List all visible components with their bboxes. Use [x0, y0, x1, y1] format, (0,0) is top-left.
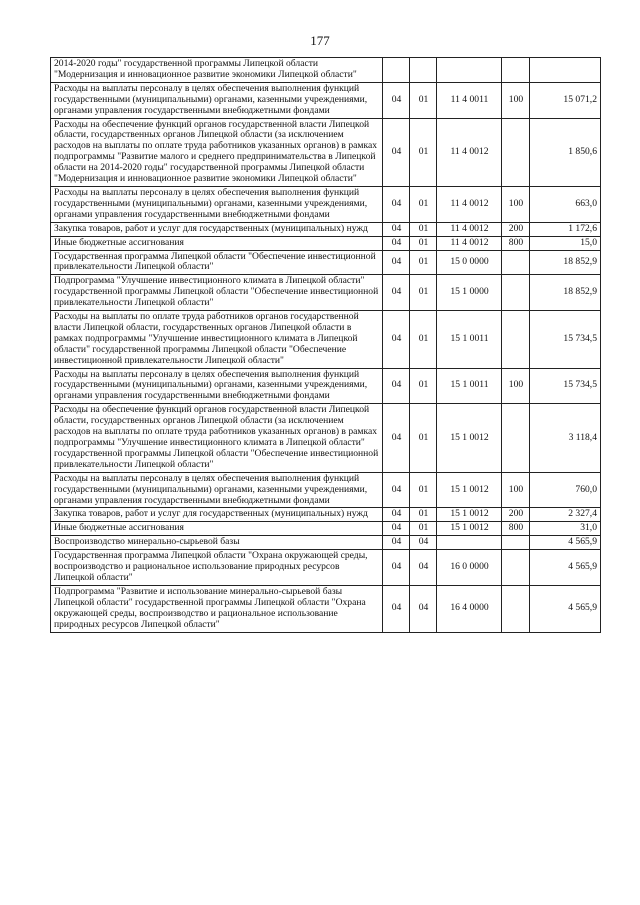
table-row: [51, 404, 601, 472]
row-name-cell: Расходы на выплаты персоналу в целях обеспечения выполнения функций государственными (муниципальными) органами, казенными учреждениями, органами управления государственными внебюджетными фондами: [51, 82, 383, 118]
table-row: [51, 275, 601, 311]
section-code-cell: 04: [383, 82, 410, 118]
target-article-code-cell: 11 4 0012: [437, 118, 502, 186]
table-row: [51, 550, 601, 586]
target-article-code-cell: [437, 536, 502, 550]
subsection-code-cell: 01: [410, 236, 437, 250]
row-name-cell: Расходы на обеспечение функций органов государственной власти Липецкой области, государственных органов Липецкой области (за исключением расходов на выплаты по оплате труда работников указанных органов) в рамках подпрограммы "Развитие малого и среднего предпринимательства в Липецкой области на 2014-2020 годы" государственной программы Липецкой области "Модернизация и инновационное развитие экономики Липецкой области": [51, 118, 383, 186]
amount-cell: 760,0: [530, 472, 601, 508]
target-article-code-cell: 11 4 0012: [437, 186, 502, 222]
table-row: [51, 58, 601, 83]
row-name-cell: 2014-2020 годы" государственной программы Липецкой области "Модернизация и инновационное развитие экономики Липецкой области": [51, 58, 383, 83]
row-name-cell: Закупка товаров, работ и услуг для государственных (муниципальных) нужд: [51, 222, 383, 236]
table-row: [51, 222, 601, 236]
row-name-cell: Подпрограмма "Улучшение инвестиционного климата в Липецкой области" государственной программы Липецкой области "Обеспечение инвестиционной привлекательности Липецкой области": [51, 275, 383, 311]
target-article-code-cell: 15 0 0000: [437, 250, 502, 275]
expense-type-code-cell: 100: [502, 472, 530, 508]
table-row: [51, 368, 601, 404]
expense-type-code-cell: 100: [502, 82, 530, 118]
section-code-cell: 04: [383, 236, 410, 250]
amount-cell: 4 565,9: [530, 585, 601, 632]
table-row: [51, 522, 601, 536]
expense-type-code-cell: 800: [502, 522, 530, 536]
amount-cell: 18 852,9: [530, 275, 601, 311]
target-article-code-cell: 11 4 0011: [437, 82, 502, 118]
section-code-cell: 04: [383, 368, 410, 404]
amount-cell: 18 852,9: [530, 250, 601, 275]
expense-type-code-cell: 100: [502, 368, 530, 404]
table-row: [51, 236, 601, 250]
row-name-cell: Иные бюджетные ассигнования: [51, 522, 383, 536]
row-name-cell: Подпрограмма "Развитие и использование минерально-сырьевой базы Липецкой области" государственной программы Липецкой области "Охрана окружающей среды, воспроизводство и рациональное использование природных ресурсов Липецкой области": [51, 585, 383, 632]
subsection-code-cell: 01: [410, 222, 437, 236]
subsection-code-cell: 01: [410, 472, 437, 508]
expense-type-code-cell: [502, 404, 530, 472]
table-row: [51, 311, 601, 369]
page-number: 177: [310, 33, 330, 48]
budget-table-body: [51, 58, 601, 633]
target-article-code-cell: [437, 58, 502, 83]
table-row: [51, 585, 601, 632]
section-code-cell: 04: [383, 222, 410, 236]
expense-type-code-cell: 200: [502, 222, 530, 236]
amount-cell: 4 565,9: [530, 550, 601, 586]
section-code-cell: 04: [383, 186, 410, 222]
row-name-cell: Расходы на обеспечение функций органов государственной власти Липецкой области, государственных органов Липецкой области (за исключением расходов на выплаты по оплате труда работников указанных органов) в рамках подпрограммы "Улучшение инвестиционного климата в Липецкой области" государственной программы Липецкой области "Обеспечение инвестиционной привлекательности Липецкой области": [51, 404, 383, 472]
row-name-cell: Закупка товаров, работ и услуг для государственных (муниципальных) нужд: [51, 508, 383, 522]
amount-cell: 663,0: [530, 186, 601, 222]
target-article-code-cell: 15 1 0012: [437, 508, 502, 522]
budget-table: [50, 57, 601, 633]
target-article-code-cell: 16 0 0000: [437, 550, 502, 586]
subsection-code-cell: 01: [410, 404, 437, 472]
row-name-cell: Расходы на выплаты персоналу в целях обеспечения выполнения функций государственными (муниципальными) органами, казенными учреждениями, органами управления государственными внебюджетными фондами: [51, 368, 383, 404]
target-article-code-cell: 15 1 0012: [437, 522, 502, 536]
target-article-code-cell: 16 4 0000: [437, 585, 502, 632]
amount-cell: 4 565,9: [530, 536, 601, 550]
section-code-cell: 04: [383, 250, 410, 275]
row-name-cell: Расходы на выплаты по оплате труда работников органов государственной власти Липецкой области, государственных органов Липецкой области в рамках подпрограммы "Улучшение инвестиционного климата в Липецкой области" государственной программы Липецкой области "Обеспечение инвестиционной привлекательности Липецкой области": [51, 311, 383, 369]
subsection-code-cell: 01: [410, 311, 437, 369]
subsection-code-cell: [410, 58, 437, 83]
expense-type-code-cell: [502, 275, 530, 311]
row-name-cell: Воспроизводство минерально-сырьевой базы: [51, 536, 383, 550]
table-row: [51, 472, 601, 508]
row-name-cell: Государственная программа Липецкой области "Обеспечение инвестиционной привлекательности Липецкой области": [51, 250, 383, 275]
expense-type-code-cell: [502, 58, 530, 83]
expense-type-code-cell: [502, 118, 530, 186]
expense-type-code-cell: [502, 536, 530, 550]
section-code-cell: [383, 58, 410, 83]
expense-type-code-cell: [502, 250, 530, 275]
amount-cell: 15,0: [530, 236, 601, 250]
target-article-code-cell: 15 1 0011: [437, 311, 502, 369]
subsection-code-cell: 01: [410, 118, 437, 186]
target-article-code-cell: 15 1 0011: [437, 368, 502, 404]
amount-cell: 3 118,4: [530, 404, 601, 472]
subsection-code-cell: 04: [410, 536, 437, 550]
section-code-cell: 04: [383, 508, 410, 522]
row-name-cell: Государственная программа Липецкой области "Охрана окружающей среды, воспроизводство и рациональное использование природных ресурсов Липецкой области": [51, 550, 383, 586]
amount-cell: 1 850,6: [530, 118, 601, 186]
subsection-code-cell: 01: [410, 508, 437, 522]
table-row: [51, 82, 601, 118]
subsection-code-cell: 04: [410, 550, 437, 586]
row-name-cell: Расходы на выплаты персоналу в целях обеспечения выполнения функций государственными (муниципальными) органами, казенными учреждениями, органами управления государственными внебюджетными фондами: [51, 186, 383, 222]
target-article-code-cell: 15 1 0012: [437, 472, 502, 508]
section-code-cell: 04: [383, 472, 410, 508]
section-code-cell: 04: [383, 404, 410, 472]
target-article-code-cell: 11 4 0012: [437, 236, 502, 250]
subsection-code-cell: 01: [410, 250, 437, 275]
target-article-code-cell: 15 1 0012: [437, 404, 502, 472]
table-row: [51, 118, 601, 186]
table-row: [51, 536, 601, 550]
amount-cell: 15 734,5: [530, 368, 601, 404]
amount-cell: 31,0: [530, 522, 601, 536]
section-code-cell: 04: [383, 275, 410, 311]
expense-type-code-cell: 200: [502, 508, 530, 522]
amount-cell: 2 327,4: [530, 508, 601, 522]
amount-cell: 15 734,5: [530, 311, 601, 369]
section-code-cell: 04: [383, 536, 410, 550]
table-row: [51, 508, 601, 522]
row-name-cell: Расходы на выплаты персоналу в целях обеспечения выполнения функций государственными (муниципальными) органами, казенными учреждениями, органами управления государственными внебюджетными фондами: [51, 472, 383, 508]
expense-type-code-cell: [502, 585, 530, 632]
subsection-code-cell: 01: [410, 186, 437, 222]
amount-cell: 15 071,2: [530, 82, 601, 118]
subsection-code-cell: 01: [410, 522, 437, 536]
section-code-cell: 04: [383, 550, 410, 586]
expense-type-code-cell: [502, 550, 530, 586]
subsection-code-cell: 04: [410, 585, 437, 632]
subsection-code-cell: 01: [410, 368, 437, 404]
section-code-cell: 04: [383, 585, 410, 632]
amount-cell: [530, 58, 601, 83]
section-code-cell: 04: [383, 311, 410, 369]
target-article-code-cell: 15 1 0000: [437, 275, 502, 311]
section-code-cell: 04: [383, 522, 410, 536]
section-code-cell: 04: [383, 118, 410, 186]
subsection-code-cell: 01: [410, 275, 437, 311]
table-row: [51, 186, 601, 222]
expense-type-code-cell: 800: [502, 236, 530, 250]
expense-type-code-cell: 100: [502, 186, 530, 222]
subsection-code-cell: 01: [410, 82, 437, 118]
row-name-cell: Иные бюджетные ассигнования: [51, 236, 383, 250]
expense-type-code-cell: [502, 311, 530, 369]
target-article-code-cell: 11 4 0012: [437, 222, 502, 236]
table-row: [51, 250, 601, 275]
amount-cell: 1 172,6: [530, 222, 601, 236]
